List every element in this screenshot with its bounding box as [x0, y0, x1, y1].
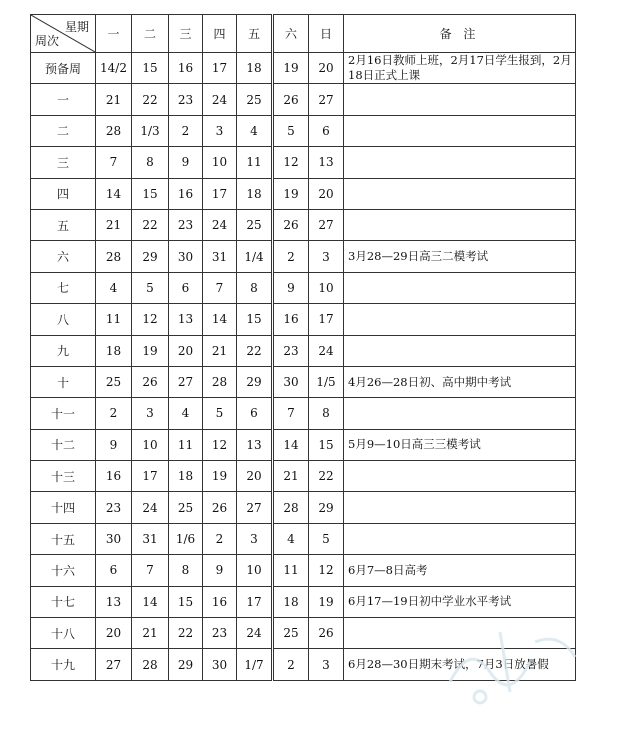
week-label: 预备周 [31, 53, 96, 84]
date-cell-sun: 8 [309, 398, 344, 429]
date-cell-mon: 16 [96, 461, 132, 492]
date-cell-mon: 25 [96, 366, 132, 397]
week-label: 十八 [31, 618, 96, 649]
week-row [31, 115, 576, 146]
date-cell-mon: 6 [96, 555, 132, 586]
date-cell-tue: 22 [132, 209, 169, 240]
date-cell-sun: 22 [309, 461, 344, 492]
date-cell-sat: 19 [273, 178, 309, 209]
note-cell: 3月28—29日高三二模考试 [344, 241, 576, 272]
date-cell-tue: 19 [132, 335, 169, 366]
date-cell-tue: 21 [132, 618, 169, 649]
week-label: 九 [31, 335, 96, 366]
corner-label-week: 周次 [35, 34, 60, 48]
week-label: 七 [31, 272, 96, 303]
date-cell-mon: 14 [96, 178, 132, 209]
date-cell-tue: 7 [132, 555, 169, 586]
date-cell-sun: 24 [309, 335, 344, 366]
date-cell-wed: 16 [169, 53, 203, 84]
date-cell-thu: 19 [203, 461, 237, 492]
week-row [31, 366, 576, 397]
week-row [31, 618, 576, 649]
date-cell-sat: 7 [273, 398, 309, 429]
week-row [31, 84, 576, 115]
note-cell [344, 304, 576, 335]
date-cell-tue: 29 [132, 241, 169, 272]
school-calendar-table [30, 14, 576, 681]
day-header-thu: 四 [203, 15, 237, 53]
date-cell-mon: 14/2 [96, 53, 132, 84]
date-cell-thu: 3 [203, 115, 237, 146]
week-row [31, 53, 576, 84]
date-cell-mon: 7 [96, 147, 132, 178]
note-cell: 6月28—30日期末考试，7月3日放暑假 [344, 649, 576, 680]
note-cell [344, 272, 576, 303]
date-cell-wed: 27 [169, 366, 203, 397]
date-cell-wed: 13 [169, 304, 203, 335]
date-cell-mon: 11 [96, 304, 132, 335]
date-cell-wed: 22 [169, 618, 203, 649]
date-cell-sat: 26 [273, 84, 309, 115]
date-cell-sun: 1/5 [309, 366, 344, 397]
date-cell-wed: 18 [169, 461, 203, 492]
date-cell-thu: 16 [203, 586, 237, 617]
note-cell: 5月9—10日高三三模考试 [344, 429, 576, 460]
date-cell-wed: 1/6 [169, 523, 203, 554]
week-label: 十五 [31, 523, 96, 554]
header-row [31, 15, 576, 53]
day-header-mon: 一 [96, 15, 132, 53]
date-cell-sun: 3 [309, 649, 344, 680]
day-header-sun: 日 [309, 15, 344, 53]
date-cell-mon: 2 [96, 398, 132, 429]
week-row [31, 649, 576, 680]
day-header-sat: 六 [273, 15, 309, 53]
note-cell [344, 178, 576, 209]
date-cell-sun: 20 [309, 178, 344, 209]
date-cell-thu: 30 [203, 649, 237, 680]
date-cell-fri: 8 [237, 272, 273, 303]
week-row [31, 272, 576, 303]
week-row [31, 209, 576, 240]
date-cell-mon: 20 [96, 618, 132, 649]
date-cell-tue: 3 [132, 398, 169, 429]
date-cell-thu: 28 [203, 366, 237, 397]
date-cell-tue: 1/3 [132, 115, 169, 146]
date-cell-sat: 26 [273, 209, 309, 240]
date-cell-mon: 21 [96, 209, 132, 240]
week-row [31, 398, 576, 429]
date-cell-mon: 21 [96, 84, 132, 115]
date-cell-fri: 25 [237, 209, 273, 240]
date-cell-wed: 29 [169, 649, 203, 680]
note-cell [344, 115, 576, 146]
note-cell [344, 492, 576, 523]
date-cell-sun: 27 [309, 84, 344, 115]
note-cell: 6月7—8日高考 [344, 555, 576, 586]
date-cell-thu: 24 [203, 209, 237, 240]
date-cell-wed: 15 [169, 586, 203, 617]
date-cell-fri: 17 [237, 586, 273, 617]
week-row [31, 304, 576, 335]
week-label: 六 [31, 241, 96, 272]
date-cell-fri: 13 [237, 429, 273, 460]
date-cell-tue: 15 [132, 178, 169, 209]
day-header-wed: 三 [169, 15, 203, 53]
date-cell-thu: 5 [203, 398, 237, 429]
week-label: 三 [31, 147, 96, 178]
note-cell: 4月26—28日初、高中期中考试 [344, 366, 576, 397]
week-label: 一 [31, 84, 96, 115]
date-cell-tue: 24 [132, 492, 169, 523]
week-label: 十九 [31, 649, 96, 680]
date-cell-thu: 12 [203, 429, 237, 460]
date-cell-wed: 6 [169, 272, 203, 303]
date-cell-mon: 28 [96, 115, 132, 146]
date-cell-tue: 26 [132, 366, 169, 397]
date-cell-sun: 5 [309, 523, 344, 554]
date-cell-mon: 13 [96, 586, 132, 617]
date-cell-fri: 20 [237, 461, 273, 492]
note-cell [344, 461, 576, 492]
date-cell-sat: 9 [273, 272, 309, 303]
date-cell-thu: 21 [203, 335, 237, 366]
date-cell-thu: 17 [203, 178, 237, 209]
date-cell-sat: 18 [273, 586, 309, 617]
week-label: 十三 [31, 461, 96, 492]
note-cell [344, 147, 576, 178]
week-row [31, 492, 576, 523]
date-cell-fri: 6 [237, 398, 273, 429]
date-cell-mon: 30 [96, 523, 132, 554]
date-cell-wed: 4 [169, 398, 203, 429]
week-row [31, 586, 576, 617]
week-row [31, 335, 576, 366]
notes-header-label: 备 注 [439, 27, 480, 41]
date-cell-sat: 30 [273, 366, 309, 397]
note-cell: 2月16日教师上班，2月17日学生报到，2月18日正式上课 [344, 53, 576, 84]
date-cell-sat: 11 [273, 555, 309, 586]
week-label: 八 [31, 304, 96, 335]
week-label: 十一 [31, 398, 96, 429]
week-label: 十 [31, 366, 96, 397]
date-cell-tue: 10 [132, 429, 169, 460]
date-cell-mon: 27 [96, 649, 132, 680]
corner-header-cell [31, 15, 96, 53]
date-cell-sun: 26 [309, 618, 344, 649]
date-cell-tue: 17 [132, 461, 169, 492]
date-cell-sun: 13 [309, 147, 344, 178]
note-cell [344, 84, 576, 115]
day-header-fri: 五 [237, 15, 273, 53]
note-cell [344, 523, 576, 554]
date-cell-wed: 23 [169, 209, 203, 240]
date-cell-sun: 20 [309, 53, 344, 84]
notes-header [344, 15, 576, 53]
date-cell-tue: 12 [132, 304, 169, 335]
date-cell-fri: 10 [237, 555, 273, 586]
date-cell-fri: 1/7 [237, 649, 273, 680]
date-cell-fri: 25 [237, 84, 273, 115]
date-cell-sun: 27 [309, 209, 344, 240]
date-cell-thu: 7 [203, 272, 237, 303]
date-cell-sat: 14 [273, 429, 309, 460]
date-cell-fri: 24 [237, 618, 273, 649]
date-cell-wed: 8 [169, 555, 203, 586]
note-cell [344, 618, 576, 649]
note-cell [344, 398, 576, 429]
date-cell-wed: 16 [169, 178, 203, 209]
week-row [31, 178, 576, 209]
date-cell-sat: 28 [273, 492, 309, 523]
date-cell-thu: 26 [203, 492, 237, 523]
date-cell-mon: 9 [96, 429, 132, 460]
week-row [31, 555, 576, 586]
date-cell-sun: 12 [309, 555, 344, 586]
date-cell-mon: 18 [96, 335, 132, 366]
date-cell-mon: 4 [96, 272, 132, 303]
date-cell-fri: 29 [237, 366, 273, 397]
week-row [31, 241, 576, 272]
date-cell-sat: 16 [273, 304, 309, 335]
note-cell: 6月17—19日初中学业水平考试 [344, 586, 576, 617]
date-cell-wed: 30 [169, 241, 203, 272]
date-cell-tue: 22 [132, 84, 169, 115]
date-cell-thu: 23 [203, 618, 237, 649]
date-cell-tue: 5 [132, 272, 169, 303]
week-label: 十四 [31, 492, 96, 523]
date-cell-sat: 2 [273, 241, 309, 272]
date-cell-sat: 5 [273, 115, 309, 146]
date-cell-fri: 22 [237, 335, 273, 366]
date-cell-sat: 2 [273, 649, 309, 680]
date-cell-tue: 15 [132, 53, 169, 84]
week-row [31, 147, 576, 178]
date-cell-sun: 15 [309, 429, 344, 460]
week-label: 十六 [31, 555, 96, 586]
date-cell-sun: 17 [309, 304, 344, 335]
week-label: 十七 [31, 586, 96, 617]
date-cell-wed: 23 [169, 84, 203, 115]
date-cell-sun: 10 [309, 272, 344, 303]
corner-label-weekday: 星期 [64, 20, 89, 34]
date-cell-thu: 9 [203, 555, 237, 586]
date-cell-sun: 29 [309, 492, 344, 523]
date-cell-sat: 23 [273, 335, 309, 366]
week-row [31, 429, 576, 460]
date-cell-thu: 31 [203, 241, 237, 272]
date-cell-thu: 10 [203, 147, 237, 178]
week-label: 五 [31, 209, 96, 240]
date-cell-sat: 19 [273, 53, 309, 84]
date-cell-mon: 23 [96, 492, 132, 523]
date-cell-wed: 20 [169, 335, 203, 366]
date-cell-sat: 4 [273, 523, 309, 554]
date-cell-fri: 1/4 [237, 241, 273, 272]
date-cell-fri: 27 [237, 492, 273, 523]
date-cell-tue: 14 [132, 586, 169, 617]
date-cell-fri: 3 [237, 523, 273, 554]
week-label: 二 [31, 115, 96, 146]
date-cell-thu: 24 [203, 84, 237, 115]
date-cell-thu: 17 [203, 53, 237, 84]
date-cell-fri: 18 [237, 53, 273, 84]
week-row [31, 523, 576, 554]
date-cell-wed: 2 [169, 115, 203, 146]
note-cell [344, 209, 576, 240]
date-cell-sat: 21 [273, 461, 309, 492]
day-header-tue: 二 [132, 15, 169, 53]
date-cell-sun: 19 [309, 586, 344, 617]
week-label: 四 [31, 178, 96, 209]
date-cell-wed: 11 [169, 429, 203, 460]
note-cell [344, 335, 576, 366]
date-cell-wed: 25 [169, 492, 203, 523]
date-cell-wed: 9 [169, 147, 203, 178]
date-cell-thu: 14 [203, 304, 237, 335]
date-cell-fri: 4 [237, 115, 273, 146]
date-cell-fri: 18 [237, 178, 273, 209]
date-cell-fri: 15 [237, 304, 273, 335]
date-cell-sun: 3 [309, 241, 344, 272]
week-row [31, 461, 576, 492]
date-cell-sun: 6 [309, 115, 344, 146]
date-cell-sat: 12 [273, 147, 309, 178]
date-cell-thu: 2 [203, 523, 237, 554]
date-cell-tue: 28 [132, 649, 169, 680]
date-cell-tue: 31 [132, 523, 169, 554]
date-cell-fri: 11 [237, 147, 273, 178]
date-cell-tue: 8 [132, 147, 169, 178]
date-cell-sat: 25 [273, 618, 309, 649]
date-cell-mon: 28 [96, 241, 132, 272]
week-label: 十二 [31, 429, 96, 460]
